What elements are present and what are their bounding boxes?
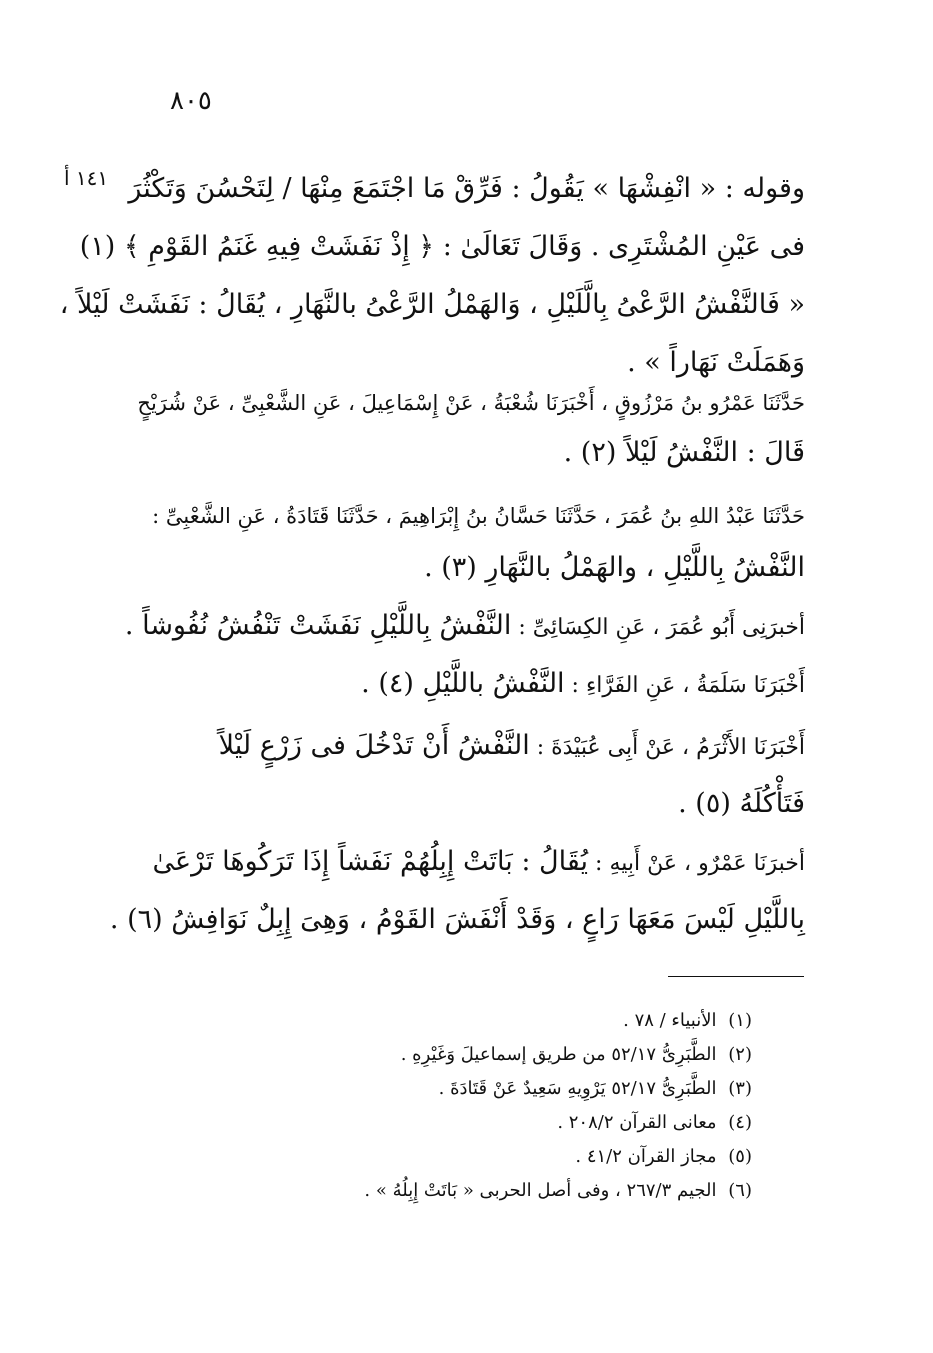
report-text: النَّفْشُ بِاللَّيْلِ نَفَشَتْ تَنْفُشُ نُفُوشاً . — [124, 610, 512, 641]
report-paragraph — [140, 490, 805, 594]
footnote-number: (٦) — [728, 1180, 752, 1201]
report-text-continued: فَتَأْكُلَهُ (٥) . — [678, 788, 805, 819]
report-chain: حَدَّثَنَا عَمْرُو بنُ مَرْزُوقٍ ، أَخْبَرَنَا شُعْبَةُ ، عَنْ إِسْمَاعِيلَ ، عَنِ الشَّعْبِىِّ ، عَنْ شُرَيْحٍ — [137, 391, 805, 415]
report-paragraph — [140, 660, 805, 710]
report-text: النَّفْشُ أَنْ تَدْخُلَ فى زَرْعٍ لَيْلاً — [218, 730, 530, 761]
footnote-text: مجاز القرآن ٤١/٢ . — [575, 1146, 717, 1167]
report-line — [140, 834, 805, 892]
footnotes-list — [140, 1004, 752, 1208]
report-line — [140, 660, 805, 710]
manuscript-folio-reference: ١٤١ أ — [64, 166, 109, 190]
footnote-text: الطَّبَرِىُّ ٥٢/١٧ يَرْوِيهِ سَعِيدٌ عَنْ قَتَادَةَ . — [438, 1078, 717, 1099]
report-paragraph — [109, 834, 805, 948]
footnote-number: (٣) — [728, 1078, 752, 1099]
report-text: النَّفْشُ باللَّيْلِ (٤) . — [361, 668, 565, 699]
report-text: النَّفْشُ بِاللَّيْلِ ، والهَمْلُ بالنَّهَارِ (٣) . — [424, 552, 805, 583]
report-paragraph — [124, 602, 805, 652]
report-chain: أَخْبَرَنَا سَلَمَةُ ، عَنِ الفَرَّاءِ : — [571, 673, 805, 698]
footnote — [140, 1140, 752, 1174]
intro-line: فى عَيْنِ المُشْتَرِى . وَقَالَ تَعَالَىٰ : ﴿ إِذْ نَفَشَتْ فِيهِ غَنَمُ القَوْمِ ﴾ (١) — [79, 231, 805, 262]
footnote-number: (٢) — [728, 1044, 752, 1065]
report-text: قَالَ : النَّفْشُ لَيْلاً (٢) . — [563, 437, 805, 468]
footnote-text: الأنبياء / ٧٨ . — [623, 1010, 717, 1031]
footnote-number: (١) — [728, 1010, 752, 1031]
footnote-number: (٤) — [728, 1112, 752, 1133]
report-chain: أخبرَنِى أَبُو عُمَرَ ، عَنِ الكِسَائِىِّ : — [518, 615, 805, 640]
footnote — [140, 1038, 752, 1072]
footnote-divider — [668, 976, 804, 977]
footnote — [140, 1004, 752, 1038]
footnote — [140, 1174, 752, 1208]
intro-line: وقوله : « انْفِشْهَا » يَقُولُ : فَرِّقْ مَا اجْتَمَعَ مِنْهَا / لِتَحْسُنَ وَتَكْثُرَ — [128, 173, 805, 204]
report-chain: أخبرَنَا عَمْرٌو ، عَنْ أَبِيهِ : — [595, 851, 805, 876]
report-line — [124, 602, 805, 652]
report-chain: أَخْبَرَنَا الأَثْرَمُ ، عَنْ أَبِى عُبَيْدَةَ : — [536, 735, 805, 760]
footnote-number: (٥) — [728, 1146, 752, 1167]
report-chain: حَدَّثَنَا عَبْدُ اللهِ بنُ عُمَرَ ، حَدَّثَنَا حَسَّانُ بنُ إِبْرَاهِيمَ ، حَدَّثَنَا قَتَادَةُ ، عَنِ الشَّعْبِىِّ : — [152, 504, 805, 528]
intro-line: وَهَمَلَتْ نَهَاراً » . — [627, 347, 805, 378]
report-line — [140, 718, 805, 776]
footnote-text: الطَّبَرِىُّ ٥٢/١٧ من طريق إسماعيلَ وَغَيْرِهِ . — [400, 1044, 717, 1065]
report-text-continued: بِاللَّيْلِ لَيْسَ مَعَهَا رَاعٍ ، وَقَدْ أَنْفَشَ القَوْمُ ، وَهِىَ إِبِلٌ نَوَافِشُ (٦) . — [109, 904, 805, 935]
page-number: ٨٠٥ — [170, 86, 212, 116]
footnote-text: الجيم ٢٦٧/٣ ، وفى أصل الحربى « بَاتَتْ إِبِلُهُ » . — [364, 1180, 717, 1201]
report-text: يُقَالُ : بَاتَتْ إِبِلُهُمْ نَفَشاً إِذَا تَرَكُوهَا تَرْعَىٰ — [152, 846, 589, 877]
footnote — [140, 1072, 752, 1106]
intro-line: « فَالنَّفْشُ الرَّعْىُ بِالَّلَيْلِ ، وَالهَمْلُ الرَّعْىُ بالنَّهَارِ ، يُقَالُ : نَفَشَتْ لَيْلاً ، — [59, 289, 805, 320]
report-paragraph — [137, 378, 805, 478]
report-paragraph — [140, 718, 805, 832]
footnote-text: معانى القرآن ٢٠٨/٢ . — [557, 1112, 717, 1133]
footnote — [140, 1106, 752, 1140]
